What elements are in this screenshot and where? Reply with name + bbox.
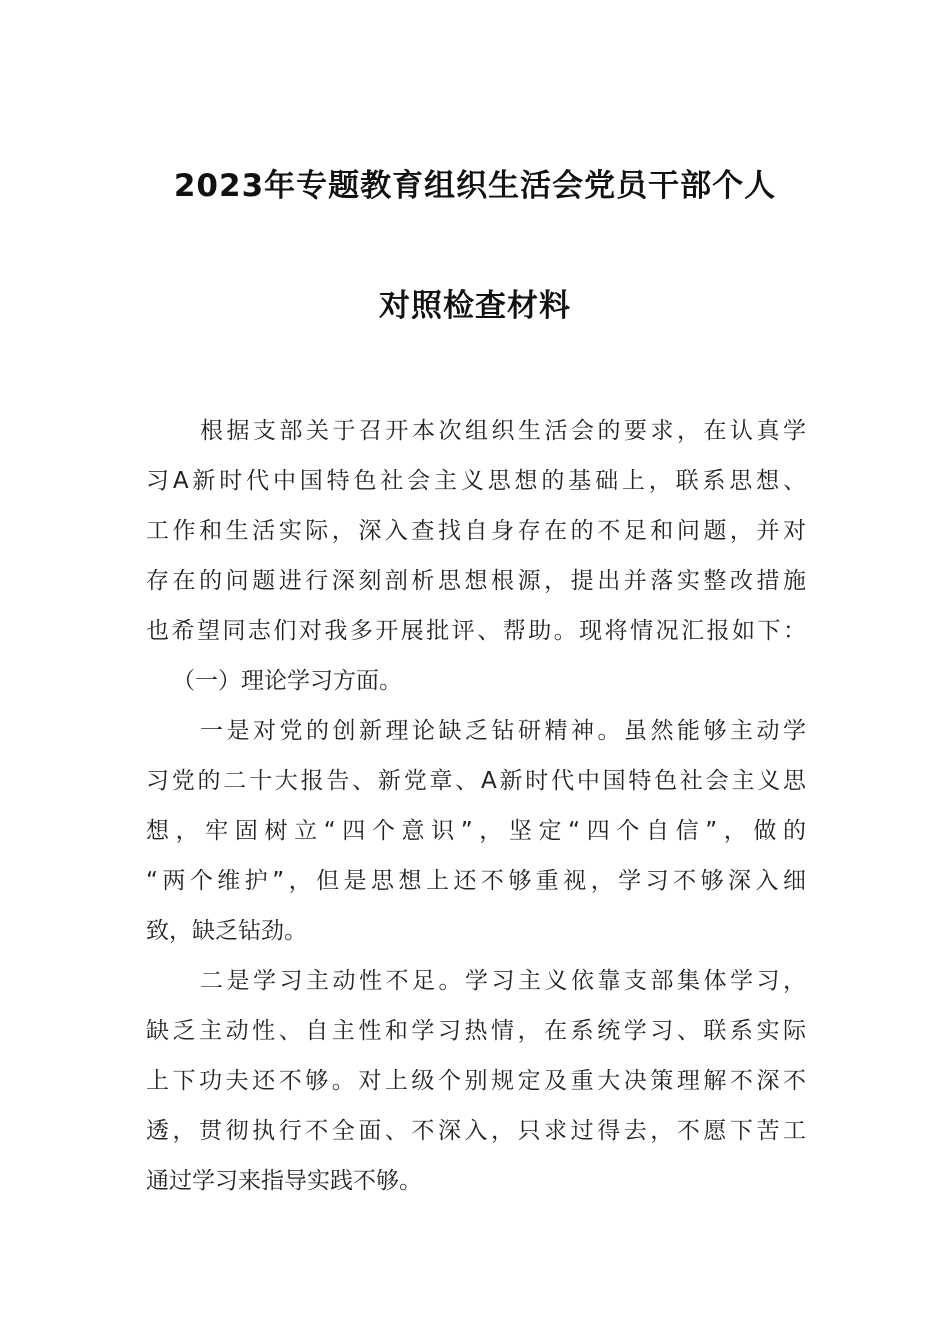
body-line: 缺乏主动性、自主性和学习热情，在系统学习、联系实际 — [146, 1018, 806, 1044]
body-line: 致，缺乏钻劲。 — [146, 918, 307, 944]
body-line: 工作和生活实际，深入查找自身存在的不足和问题，并对 — [146, 518, 806, 544]
body-line: 想，牢固树立“四个意识”，坚定“四个自信”，做的 — [146, 818, 806, 844]
document-title-line-2: 对照检查材料 — [379, 288, 571, 324]
body-line: 一是对党的创新理论缺乏钻研精神。虽然能够主动学 — [200, 718, 806, 744]
section-heading: （一）理论学习方面。 — [172, 668, 402, 694]
body-line: “两个维护”，但是思想上还不够重视，学习不够深入细 — [146, 868, 806, 894]
body-line: 存在的问题进行深刻剖析思想根源，提出并落实整改措施 — [146, 568, 806, 594]
body-line: 通过学习来指导实践不够。 — [146, 1168, 422, 1194]
document-title-line-1: 2023年专题教育组织生活会党员干部个人 — [173, 168, 777, 204]
body-line: 透，贯彻执行不全面、不深入，只求过得去，不愿下苦工 — [146, 1118, 806, 1144]
body-line: 习党的二十大报告、新党章、A新时代中国特色社会主义思 — [146, 768, 806, 794]
body-line: 上下功夫还不够。对上级个别规定及重大决策理解不深不 — [146, 1068, 806, 1094]
body-line: 也希望同志们对我多开展批评、帮助。现将情况汇报如下： — [146, 618, 806, 644]
body-line: 根据支部关于召开本次组织生活会的要求，在认真学 — [200, 418, 806, 444]
body-line: 二是学习主动性不足。学习主义依靠支部集体学习， — [200, 968, 806, 994]
body-line: 习A新时代中国特色社会主义思想的基础上，联系思想、 — [146, 468, 806, 494]
